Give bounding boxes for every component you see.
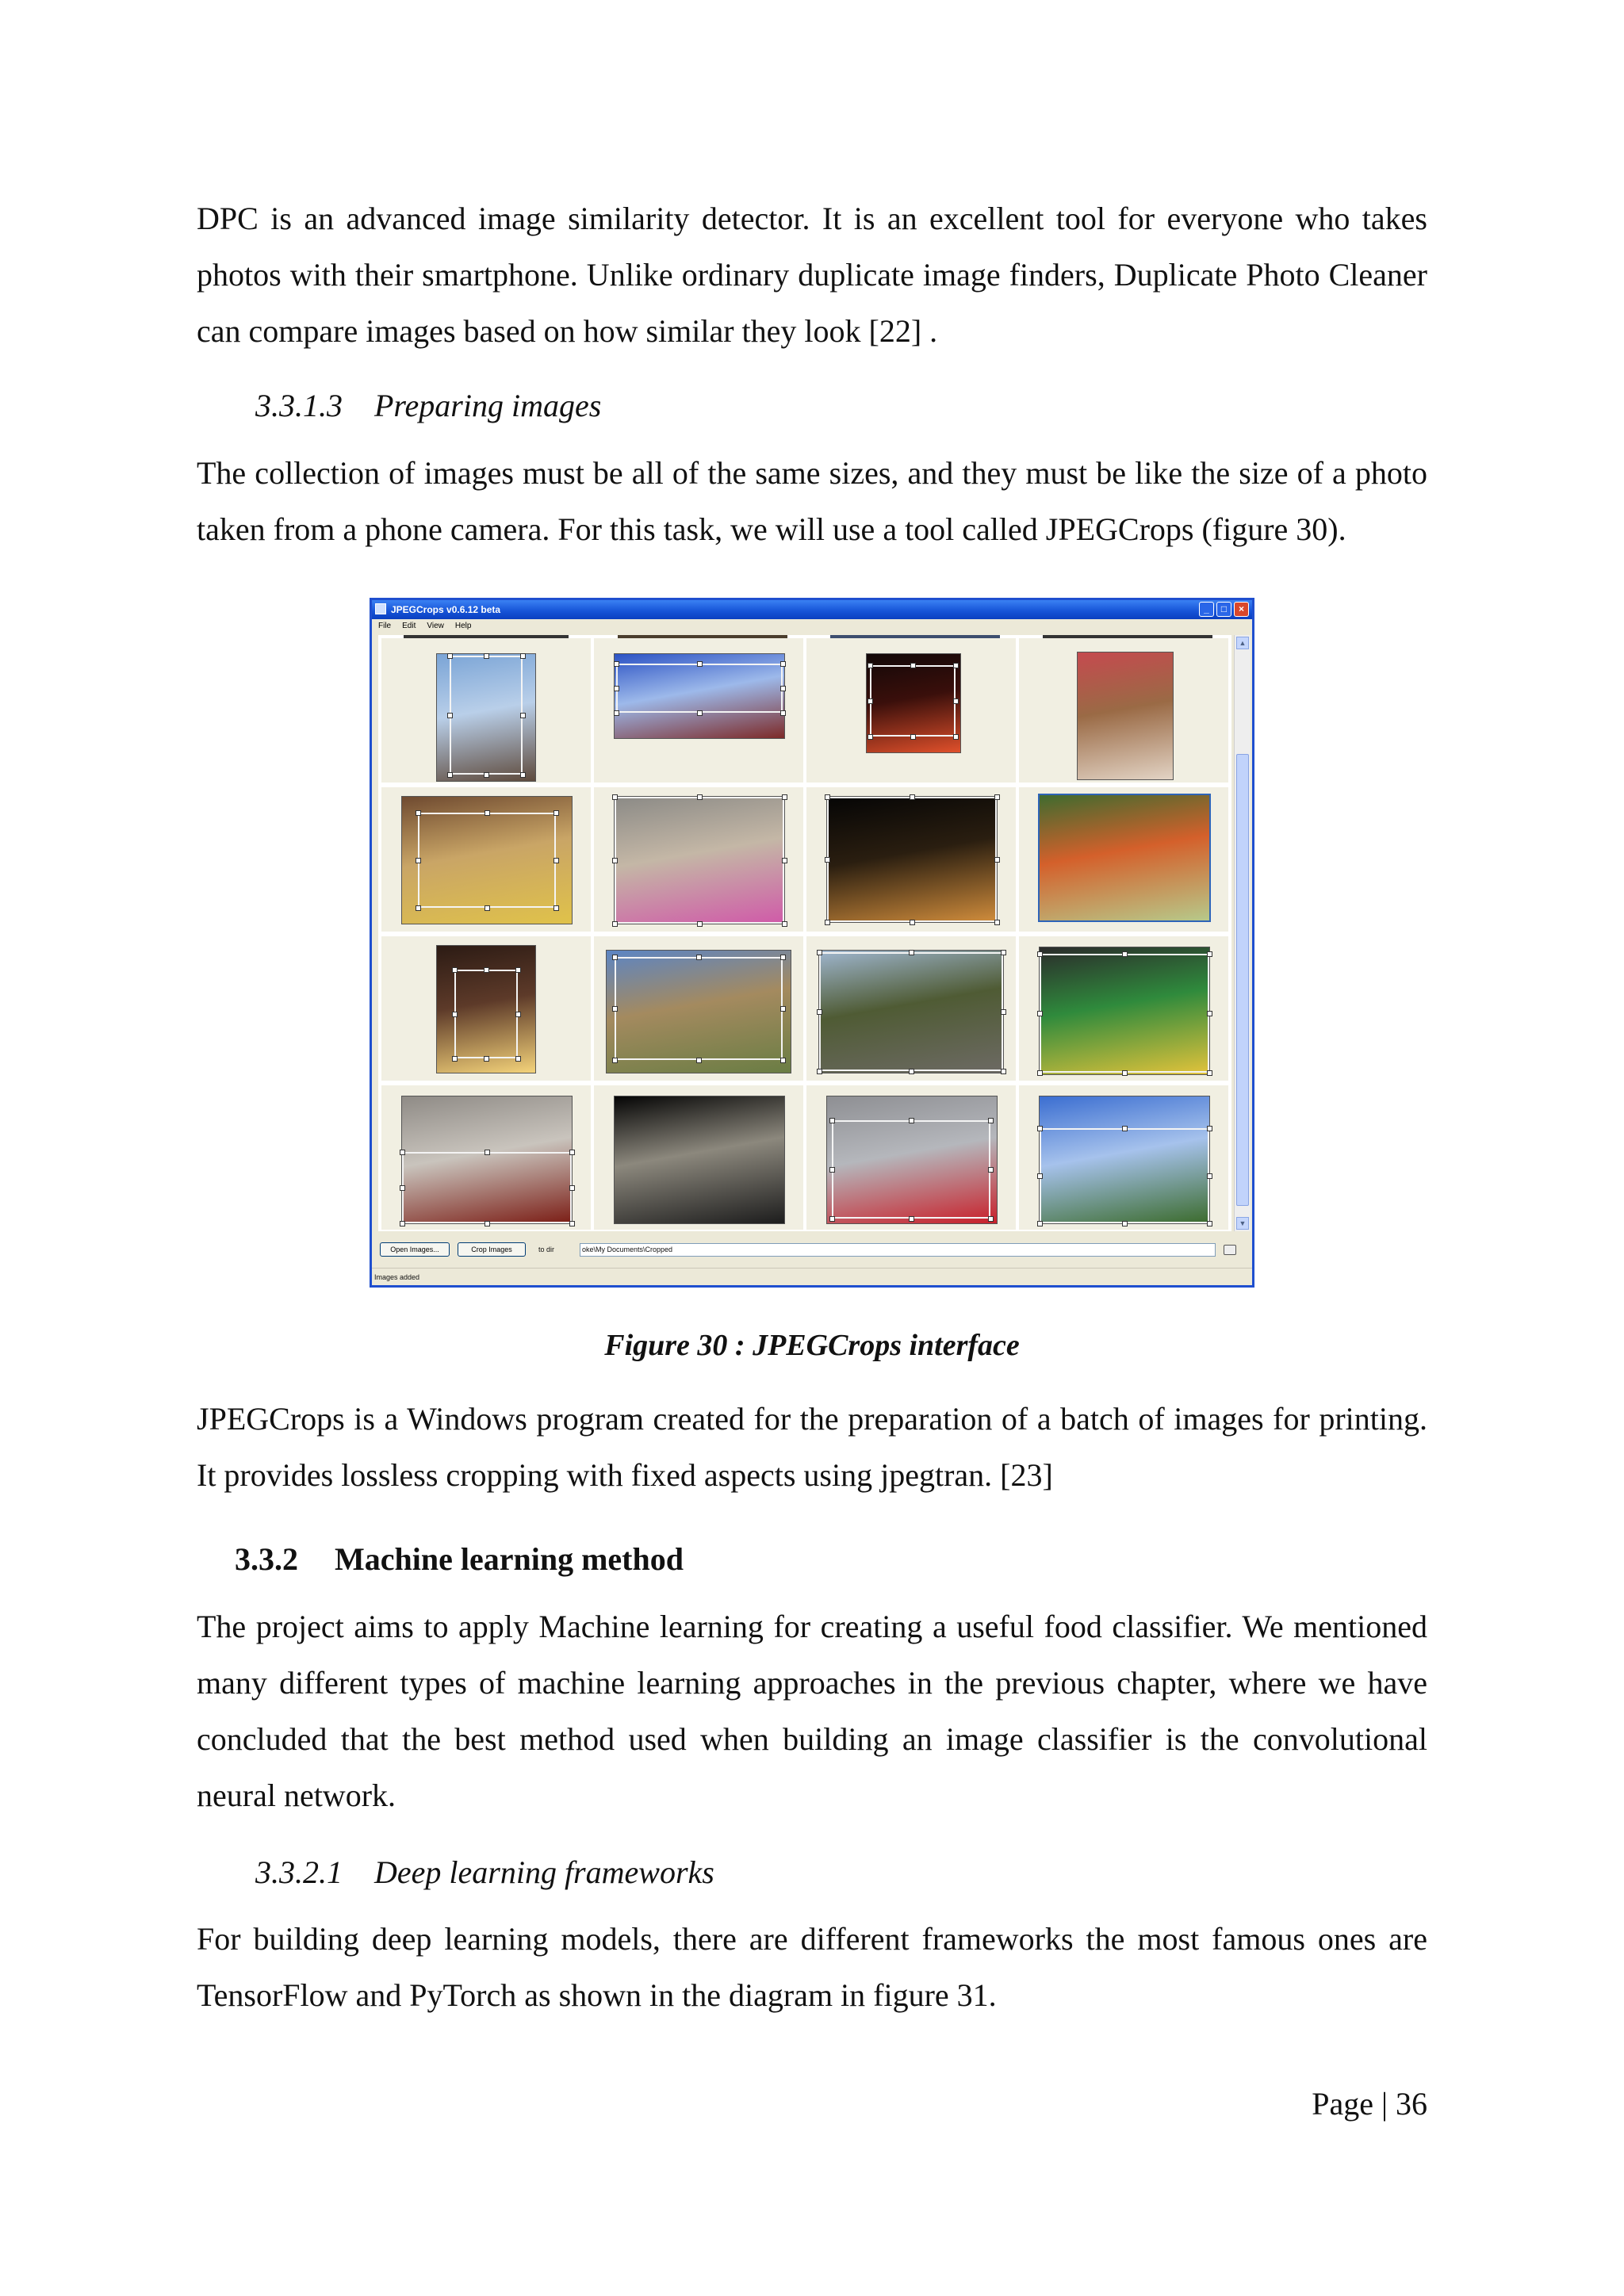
crop-handle[interactable] [485, 905, 490, 911]
thumbnail-grid [378, 635, 1231, 1231]
crop-handle[interactable] [400, 1150, 405, 1155]
crop-handle[interactable] [829, 1216, 835, 1222]
crop-handle[interactable] [612, 921, 618, 927]
crop-handle[interactable] [782, 794, 787, 800]
thumbnail-cell[interactable] [1019, 1085, 1228, 1230]
app-icon [375, 603, 386, 614]
heading-number: 3.3.2 [235, 1541, 298, 1577]
thumbnail-cell[interactable] [1019, 787, 1228, 932]
crop-images-button[interactable]: Crop Images [458, 1242, 526, 1257]
crop-handle[interactable] [1037, 1221, 1043, 1226]
crop-handle[interactable] [612, 955, 618, 960]
thumbnail-cell[interactable] [594, 936, 803, 1081]
crop-handle[interactable] [1001, 1009, 1006, 1015]
heading-title: Deep learning frameworks [374, 1854, 714, 1890]
thumbnail-cell[interactable] [594, 1085, 803, 1230]
crop-handle[interactable] [452, 967, 458, 973]
to-dir-label: to dir [538, 1246, 555, 1253]
crop-handle[interactable] [1037, 1011, 1043, 1016]
crop-handle[interactable] [782, 858, 787, 863]
crop-handle[interactable] [697, 921, 703, 927]
menu-edit[interactable]: Edit [402, 622, 416, 630]
crop-handle[interactable] [520, 772, 526, 778]
crop-handle[interactable] [485, 1150, 490, 1155]
thumbnail-cell[interactable] [1019, 638, 1228, 783]
black-dog-photo[interactable] [615, 1096, 784, 1223]
menu-bar [372, 619, 1252, 633]
heading-3-3-2-1 [255, 1854, 714, 1891]
crop-frame[interactable] [615, 957, 783, 1060]
thumbnail-cell[interactable] [594, 638, 803, 783]
crop-handle[interactable] [829, 1118, 835, 1123]
crop-handle[interactable] [988, 1118, 994, 1123]
crop-handle[interactable] [829, 1167, 835, 1173]
crop-handle[interactable] [988, 1216, 994, 1222]
thumbnail-cell[interactable] [594, 787, 803, 932]
crop-handle[interactable] [910, 794, 915, 800]
heading-3-3-2 [235, 1540, 684, 1578]
crop-handle[interactable] [612, 1058, 618, 1063]
thumbnail-cell[interactable] [806, 787, 1016, 932]
crop-handle[interactable] [910, 734, 916, 740]
crop-handle[interactable] [484, 772, 489, 778]
crop-handle[interactable] [817, 1069, 822, 1074]
crop-handle[interactable] [553, 810, 559, 816]
crop-frame[interactable] [870, 665, 956, 737]
crop-handle[interactable] [696, 955, 702, 960]
crop-handle[interactable] [447, 772, 453, 778]
crop-handle[interactable] [553, 858, 559, 863]
crop-handle[interactable] [612, 858, 618, 863]
crop-handle[interactable] [1001, 1069, 1006, 1074]
paragraph-frameworks: For building deep learning models, there are different frameworks the most famous ones are TensorFlow and PyTorch as shown in the diagram in figure 31. [197, 1921, 1427, 2013]
jpegcrops-window [370, 598, 1254, 1288]
crop-handle[interactable] [780, 1058, 786, 1063]
crop-handle[interactable] [1037, 1126, 1043, 1131]
crop-handle[interactable] [612, 794, 618, 800]
crop-handle[interactable] [696, 1058, 702, 1063]
paragraph-machine-learning: The project aims to apply Machine learning for creating a useful food classifier. We mentioned many different types of machine learning approaches in the previous chapter, where we have concluded that the best method used when building an image classifier is the convolutional neural network. [197, 1609, 1427, 1813]
crop-handle[interactable] [614, 710, 619, 716]
crop-handle[interactable] [988, 1167, 994, 1173]
crop-handle[interactable] [1207, 1221, 1212, 1226]
crop-handle[interactable] [447, 653, 453, 659]
bottom-toolbar [372, 1238, 1252, 1261]
status-bar: Images added [372, 1268, 1252, 1285]
crop-handle[interactable] [868, 734, 873, 740]
crop-frame[interactable] [1040, 1128, 1209, 1223]
vertical-scrollbar[interactable] [1234, 635, 1251, 1231]
crop-handle[interactable] [817, 1009, 822, 1015]
crop-handle[interactable] [520, 653, 526, 659]
crop-handle[interactable] [909, 1069, 914, 1074]
crop-handle[interactable] [569, 1221, 575, 1226]
crop-frame[interactable] [616, 664, 783, 713]
crop-frame[interactable] [1040, 954, 1209, 1073]
menu-help[interactable]: Help [454, 622, 472, 630]
crop-handle[interactable] [1122, 951, 1128, 957]
crop-handle[interactable] [825, 794, 830, 800]
crop-handle[interactable] [780, 710, 786, 716]
crop-handle[interactable] [452, 1012, 458, 1017]
scrollbar-thumb[interactable] [1236, 754, 1249, 1206]
crop-handle[interactable] [1207, 1011, 1212, 1016]
crop-handle[interactable] [400, 1185, 405, 1191]
crop-handle[interactable] [484, 967, 489, 973]
crop-handle[interactable] [868, 663, 873, 668]
crop-handle[interactable] [909, 1118, 914, 1123]
close-icon[interactable]: × [1234, 602, 1249, 617]
crop-handle[interactable] [780, 686, 786, 691]
thumbnail-cell[interactable] [381, 787, 591, 932]
crop-handle[interactable] [416, 905, 421, 911]
crop-handle[interactable] [1037, 951, 1043, 957]
crop-handle[interactable] [612, 1006, 618, 1012]
crop-handle[interactable] [780, 661, 786, 667]
crop-handle[interactable] [447, 713, 453, 718]
maximize-icon[interactable]: □ [1216, 602, 1231, 617]
crop-handle[interactable] [994, 920, 1000, 925]
crop-handle[interactable] [910, 920, 915, 925]
crop-handle[interactable] [416, 858, 421, 863]
crop-frame[interactable] [832, 1120, 990, 1219]
crop-handle[interactable] [1001, 950, 1006, 955]
heading-title: Machine learning method [335, 1541, 684, 1577]
thumbnail-cell[interactable] [806, 936, 1016, 1081]
heading-3-3-1-3 [255, 387, 601, 424]
crop-handle[interactable] [569, 1150, 575, 1155]
menu-view[interactable]: View [427, 622, 444, 630]
thumbnail-cell[interactable] [806, 638, 1016, 783]
title-bar [372, 600, 1252, 619]
crop-handle[interactable] [484, 1056, 489, 1062]
crop-handle[interactable] [953, 698, 959, 704]
crop-handle[interactable] [452, 1056, 458, 1062]
crop-handle[interactable] [910, 663, 916, 668]
crop-handle[interactable] [553, 905, 559, 911]
thumbnail-cell[interactable] [1019, 936, 1228, 1081]
crop-frame[interactable] [418, 813, 556, 908]
crop-handle[interactable] [1122, 1070, 1128, 1076]
crop-handle[interactable] [1037, 1173, 1043, 1179]
crop-handle[interactable] [485, 810, 490, 816]
crop-frame[interactable] [402, 1152, 572, 1223]
crop-handle[interactable] [825, 920, 830, 925]
garden-flowers-photo[interactable] [1040, 795, 1209, 920]
figure-caption: Figure 30 : JPEGCrops interface [604, 1329, 1020, 1362]
crop-handle[interactable] [697, 794, 703, 800]
crop-handle[interactable] [1207, 1173, 1212, 1179]
paragraph-dpc: DPC is an advanced image similarity detector. It is an excellent tool for everyone who takes photos with their smartphone. Unlike ordinary duplicate image finders, Duplicate Photo Cleaner can compare images based on how similar they look [22] . [197, 201, 1427, 349]
crop-handle[interactable] [994, 857, 1000, 863]
crop-handle[interactable] [953, 663, 959, 668]
crop-handle[interactable] [515, 967, 521, 973]
crop-handle[interactable] [1207, 1070, 1212, 1076]
thumbnail-cell[interactable] [381, 1085, 591, 1230]
crop-handle[interactable] [485, 1221, 490, 1226]
paragraph-preparing-images: The collection of images must be all of the same sizes, and they must be like the size of a photo taken from a phone camera. For this task, we will use a tool called JPEGCrops (figure 30). [197, 455, 1427, 547]
crop-handle[interactable] [569, 1185, 575, 1191]
crop-handle[interactable] [953, 734, 959, 740]
monkey-toy-photo[interactable] [1078, 652, 1173, 779]
crop-handle[interactable] [416, 810, 421, 816]
paragraph-jpegcrops: JPEGCrops is a Windows program created for the preparation of a batch of images for printing. It provides lossless cropping with fixed aspects using jpegtran. [23] [197, 1401, 1427, 1493]
crop-handle[interactable] [520, 713, 526, 718]
crop-handle[interactable] [1037, 1070, 1043, 1076]
crop-handle[interactable] [400, 1221, 405, 1226]
crop-handle[interactable] [697, 661, 703, 667]
crop-handle[interactable] [484, 653, 489, 659]
crop-handle[interactable] [780, 1006, 786, 1012]
scroll-down-icon[interactable]: ▼ [1236, 1217, 1249, 1230]
crop-handle[interactable] [780, 955, 786, 960]
crop-handle[interactable] [1122, 1126, 1128, 1131]
heading-number: 3.3.1.3 [255, 388, 343, 423]
crop-handle[interactable] [515, 1012, 521, 1017]
crop-handle[interactable] [1122, 1221, 1128, 1226]
crop-handle[interactable] [1207, 951, 1212, 957]
output-dir-field[interactable]: oke\My Documents\Cropped [580, 1243, 1216, 1257]
crop-frame[interactable] [450, 656, 523, 775]
crop-handle[interactable] [909, 1216, 914, 1222]
crop-handle[interactable] [817, 950, 822, 955]
crop-handle[interactable] [614, 661, 619, 667]
crop-frame[interactable] [819, 952, 1003, 1071]
crop-handle[interactable] [515, 1056, 521, 1062]
scroll-up-icon[interactable]: ▲ [1236, 637, 1249, 649]
crop-frame[interactable] [454, 970, 518, 1058]
heading-title: Preparing images [374, 388, 602, 423]
crop-frame[interactable] [827, 797, 997, 922]
crop-handle[interactable] [782, 921, 787, 927]
crop-handle[interactable] [697, 710, 703, 716]
minimize-icon[interactable]: _ [1199, 602, 1214, 617]
open-images-button[interactable]: Open Images... [380, 1242, 450, 1257]
crop-handle[interactable] [1207, 1126, 1212, 1131]
page-number: Page | 36 [1312, 2086, 1427, 2122]
crop-frame[interactable] [615, 797, 784, 924]
crop-handle[interactable] [825, 857, 830, 863]
crop-handle[interactable] [994, 794, 1000, 800]
menu-file[interactable]: File [378, 622, 392, 630]
crop-handle[interactable] [909, 950, 914, 955]
heading-number: 3.3.2.1 [255, 1854, 343, 1890]
window-title: JPEGCrops v0.6.12 beta [391, 604, 501, 615]
thumbnail-cell[interactable] [381, 936, 591, 1081]
browse-folder-button[interactable] [1224, 1245, 1236, 1255]
thumbnail-cell[interactable] [806, 1085, 1016, 1230]
crop-handle[interactable] [868, 698, 873, 704]
crop-handle[interactable] [614, 686, 619, 691]
thumbnail-cell[interactable] [381, 638, 591, 783]
